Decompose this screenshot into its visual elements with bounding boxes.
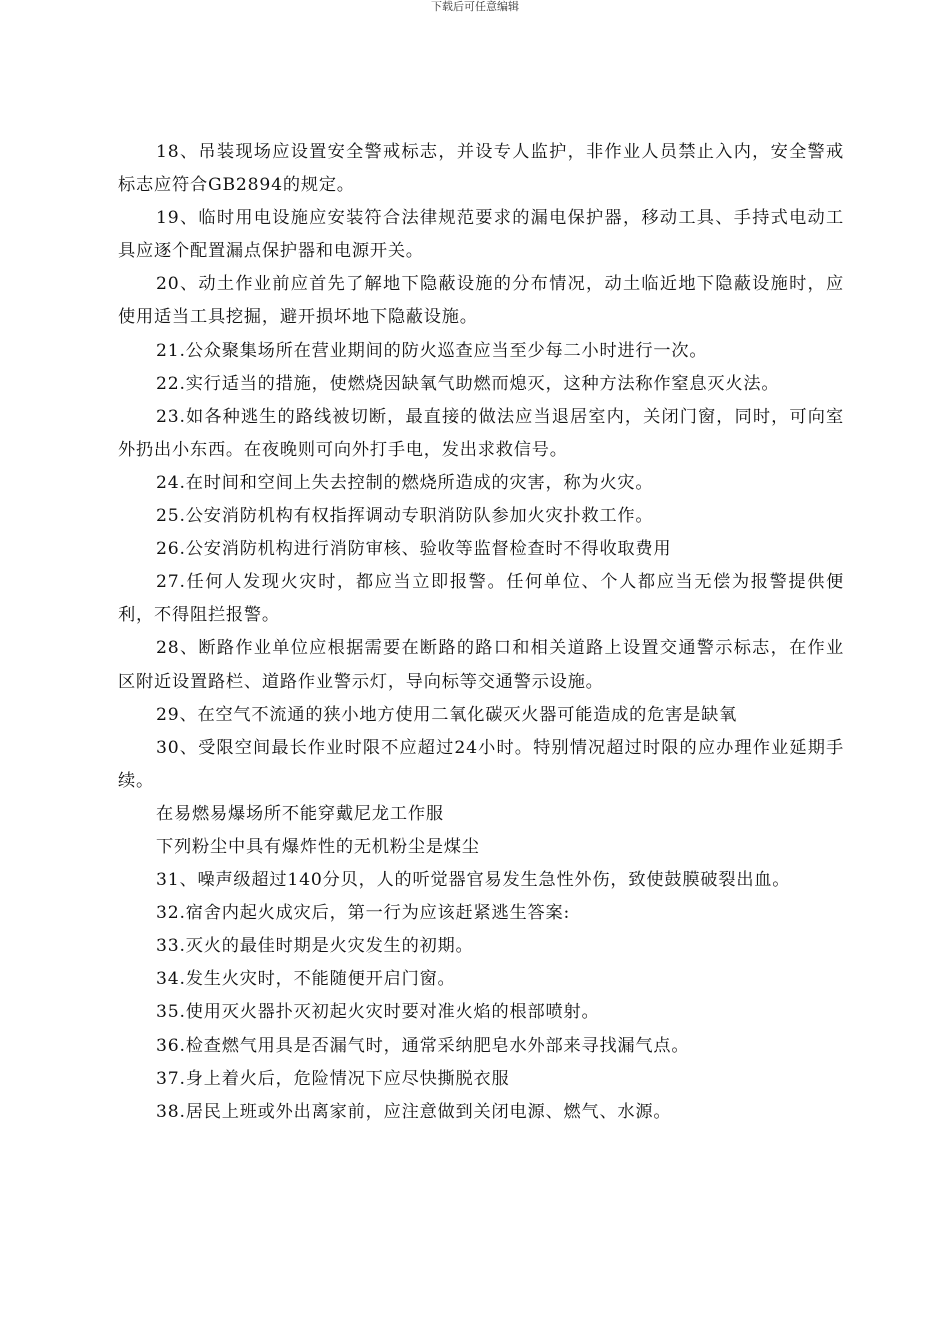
paragraph-27: 27.任何人发现火灾时，都应当立即报警。任何单位、个人都应当无偿为报警提供便利，不得阻拦报警。 [118,572,844,626]
paragraph-31: 31、噪声级超过140分贝，人的听觉器官易发生急性外伤，致使鼓膜破裂出血。 [156,870,791,891]
document-body [118,136,844,1129]
paragraph-36: 36.检查燃气用具是否漏气时，通常采纳肥皂水外部来寻找漏气点。 [156,1035,690,1056]
paragraph-22: 22.实行适当的措施，使燃烧因缺氧气助燃而熄灭，这种方法称作窒息灭火法。 [156,373,780,394]
paragraph-28: 28、断路作业单位应根据需要在断路的路口和相关道路上设置交通警示标志，在作业区附近设置路栏、道路作业警示灯，导向标等交通警示设施。 [118,638,844,692]
paragraph-23: 23.如各种逃生的路线被切断，最直接的做法应当退居室内，关闭门窗，同时，可向室外扔出小东西。在夜晚则可向外打手电，发出求救信号。 [118,406,844,460]
paragraph-coal-dust: 下列粉尘中具有爆炸性的无机粉尘是煤尘 [156,836,480,857]
page-header: 下载后可任意编辑 [431,0,519,13]
paragraph-21: 21.公众聚集场所在营业期间的防火巡查应当至少每二小时进行一次。 [156,340,708,361]
paragraph-35: 35.使用灭火器扑灭初起火灾时要对准火焰的根部喷射。 [156,1002,600,1023]
paragraph-32: 32.宿舍内起火成灾后，第一行为应该赶紧逃生答案: [156,903,571,924]
paragraph-20: 20、动土作业前应首先了解地下隐蔽设施的分布情况，动土临近地下隐蔽设施时，应使用适当工具挖掘，避开损坏地下隐蔽设施。 [118,274,844,328]
paragraph-38: 38.居民上班或外出离家前，应注意做到关闭电源、燃气、水源。 [156,1101,672,1122]
paragraph-29: 29、在空气不流通的狭小地方使用二氧化碳灭火器可能造成的危害是缺氧 [156,704,738,725]
paragraph-24: 24.在时间和空间上失去控制的燃烧所造成的灾害，称为火灾。 [156,472,654,493]
paragraph-nylon-clothing: 在易燃易爆场所不能穿戴尼龙工作服 [156,803,444,824]
paragraph-25: 25.公安消防机构有权指挥调动专职消防队参加火灾扑救工作。 [156,506,654,527]
paragraph-33: 33.灭火的最佳时期是火灾发生的初期。 [156,936,474,957]
paragraph-34: 34.发生火灾时，不能随便开启门窗。 [156,969,456,990]
paragraph-19: 19、临时用电设施应安装符合法律规范要求的漏电保护器，移动工具、手持式电动工具应逐个配置漏点保护器和电源开关。 [118,208,844,262]
paragraph-18: 18、吊装现场应设置安全警戒标志，并设专人监护，非作业人员禁止入内，安全警戒标志应符合GB2894的规定。 [118,142,844,196]
paragraph-30: 30、受限空间最长作业时限不应超过24小时。特别情况超过时限的应办理作业延期手续。 [118,737,844,791]
paragraph-26: 26.公安消防机构进行消防审核、验收等监督检查时不得收取费用 [156,539,672,560]
paragraph-37: 37.身上着火后，危险情况下应尽快撕脱衣服 [156,1068,510,1089]
